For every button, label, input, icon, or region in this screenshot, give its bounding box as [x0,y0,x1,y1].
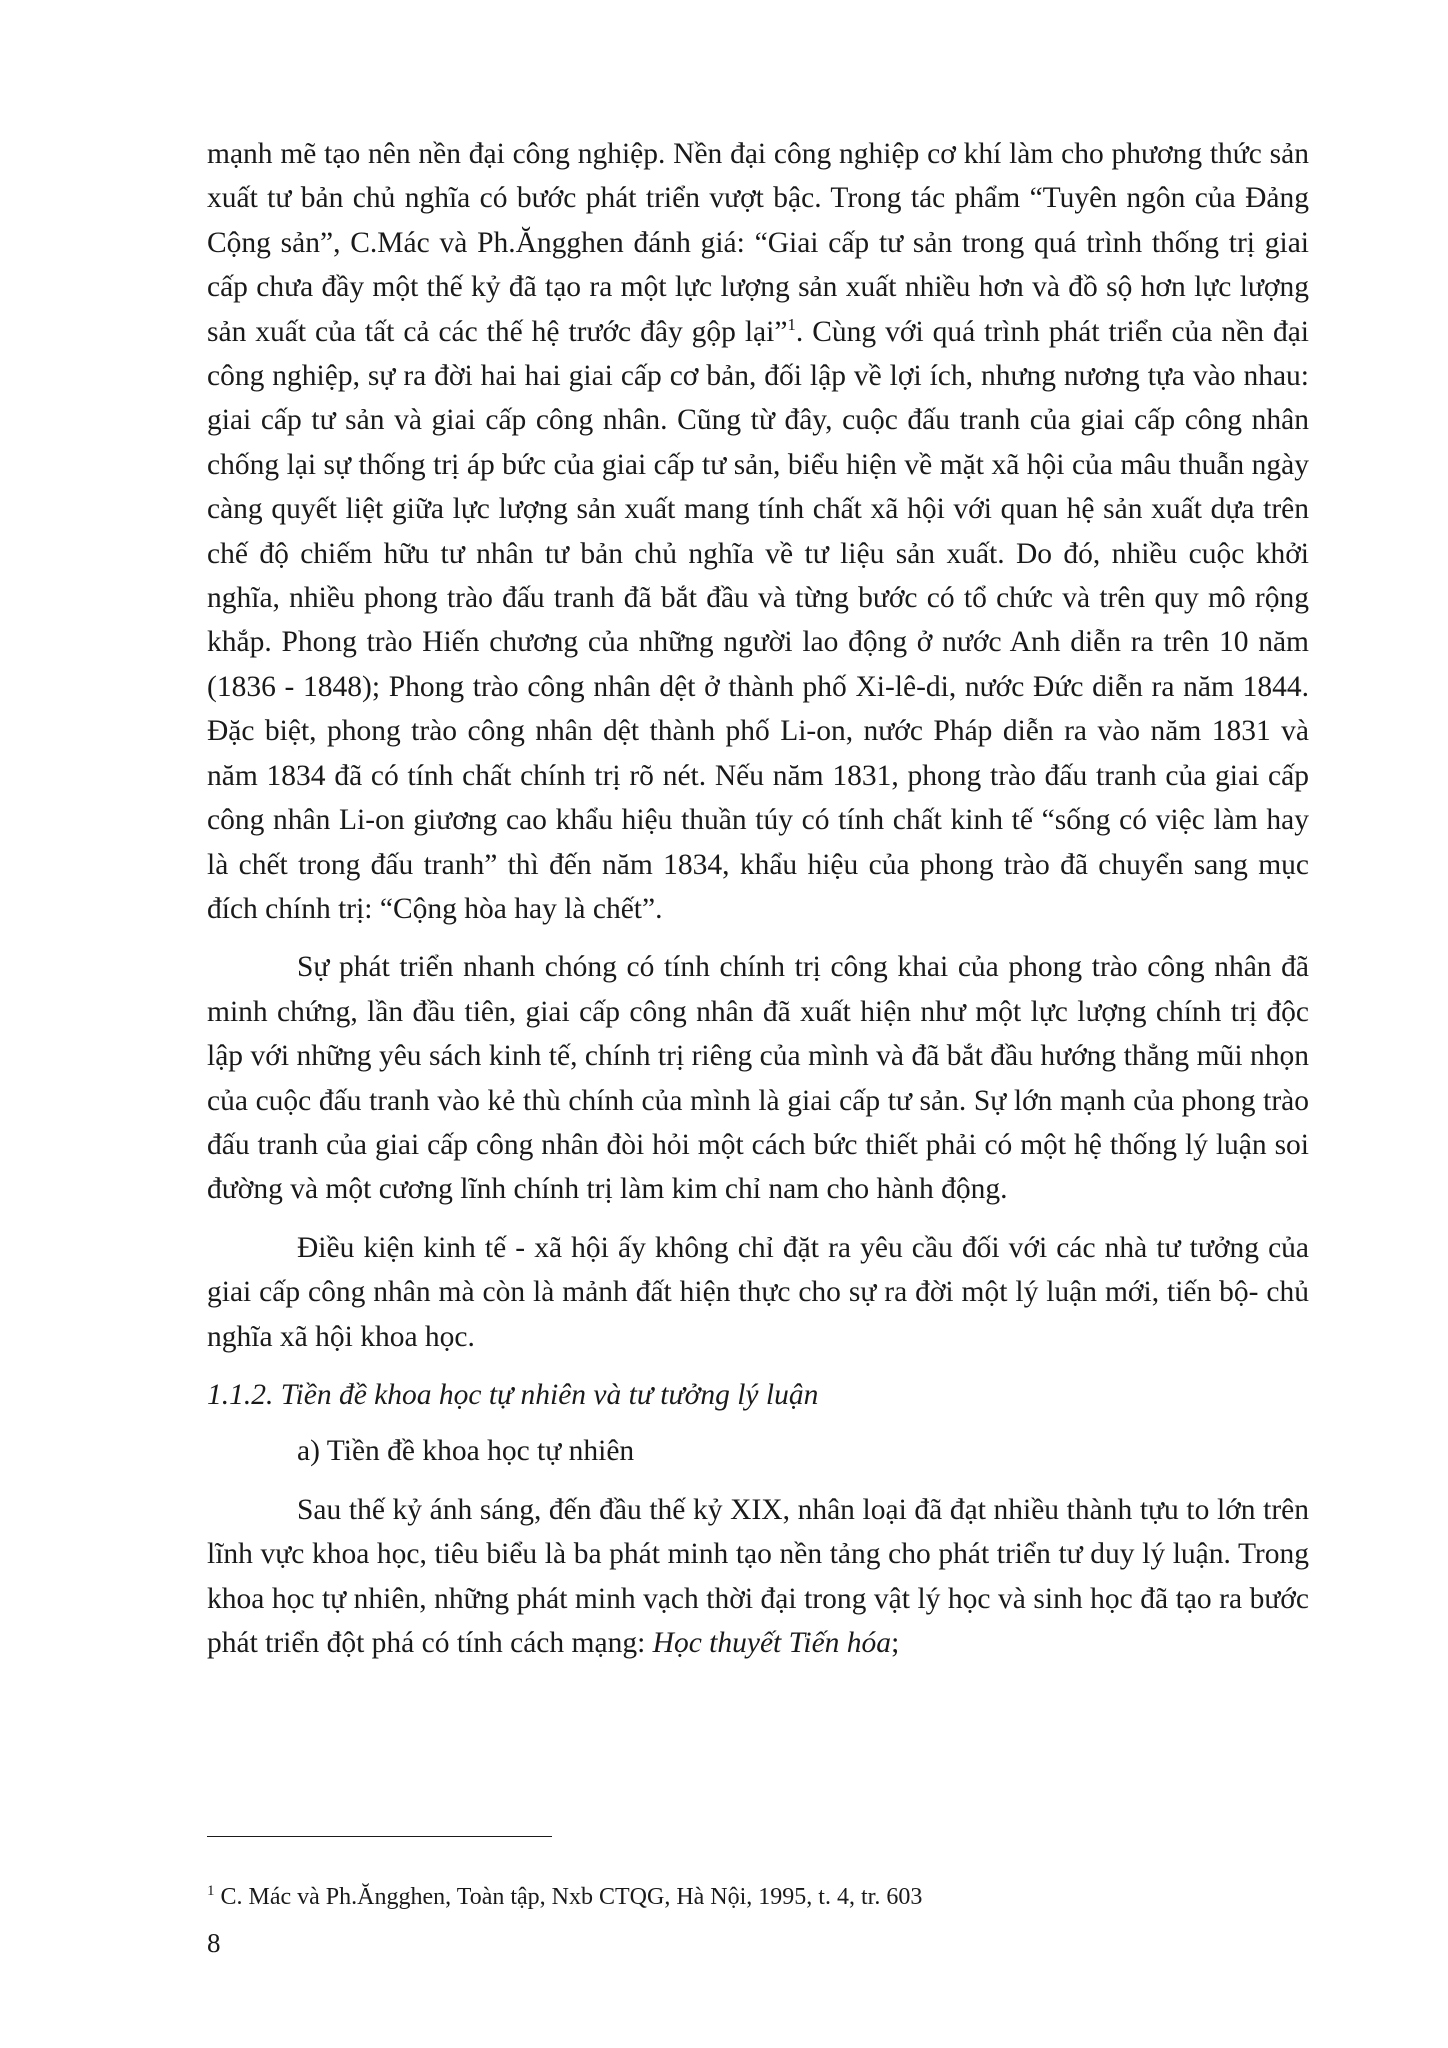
paragraph-socioeconomic-conditions: Điều kiện kinh tế - xã hội ấy không chỉ đặt ra yêu cầu đối với các nhà tư tưởng của giai cấp công nhân mà còn là mảnh đất hiện thực cho sự ra đời một lý luận mới, tiến bộ- chủ nghĩa xã hội khoa học. [207,1231,1309,1353]
paragraph-natural-science [207,1488,1309,1666]
page-number: 8 [207,1928,221,1958]
footnote-text: C. Mác và Ph.Ăngghen, Toàn tập, Nxb CTQG, Hà Nội, 1995, t. 4, tr. 603 [214,1884,923,1910]
section-heading: 1.1.2. Tiền đề khoa học tự nhiên và tư tưởng lý luận [207,1378,819,1411]
paragraph-text: mạnh mẽ tạo nên nền đại công nghiệp. Nền đại công nghiệp cơ khí làm cho phương thức sản xuất tư bản chủ nghĩa có bước phát triển vượt bậc. Trong tác phẩm “Tuyên ngôn của Đảng Cộng sản”, C.Mác và Ph.Ăngghen đánh giá: “Giai cấp tư sản trong quá trình thống trị giai cấp chưa đầy một thế kỷ đã tạo ra một lực lượng sản xuất nhiều hơn và đồ sộ hơn lực lượng sản xuất của tất cả các thế hệ trước đây gộp lại” [207,138,1309,348]
paragraph-political-movement: Sự phát triển nhanh chóng có tính chính trị công khai của phong trào công nhân đã minh chứng, lần đầu tiên, giai cấp công nhân đã xuất hiện như một lực lượng chính trị độc lập với những yêu sách kinh tế, chính trị riêng của mình và đã bắt đầu hướng thẳng mũi nhọn của cuộc đấu tranh vào kẻ thù chính của mình là giai cấp tư sản. Sự lớn mạnh của phong trào đấu tranh của giai cấp công nhân đòi hỏi một cách bức thiết phải có một hệ thống lý luận soi đường và một cương lĩnh chính trị làm kim chỉ nam cho hành động. [207,951,1309,1206]
footnote-divider [207,1836,552,1837]
paragraph-text: Sau thế kỷ ánh sáng, đến đầu thế kỷ XIX, nhân loại đã đạt nhiều thành tựu to lớn trên lĩnh vực khoa học, tiêu biểu là ba phát minh tạo nền tảng cho phát triển tư duy lý luận. Trong khoa học tự nhiên, những phát minh vạch thời đại trong vật lý học và sinh học đã tạo ra bước phát triển đột phá có tính cách mạng: [207,1493,1309,1659]
paragraph-industrial-revolution [207,132,1309,931]
sub-heading: a) Tiền đề khoa học tự nhiên [297,1435,635,1468]
emphasized-term: Học thuyết Tiến hóa [652,1627,892,1659]
footnote [207,1882,1307,1912]
paragraph-text: ; [891,1627,900,1659]
body-text [207,132,1309,1665]
footnote-reference[interactable]: 1 [787,314,796,334]
footnote-marker: 1 [207,1883,215,1899]
paragraph-text: . Cùng với quá trình phát triển của nền đại công nghiệp, sự ra đời hai hai giai cấp cơ bản, đối lập về lợi ích, nhưng nương tựa vào nhau: giai cấp tư sản và giai cấp công nhân. Cũng từ đây, cuộc đấu tranh của giai cấp công nhân chống lại sự thống trị áp bức của giai cấp tư sản, biểu hiện về mặt xã hội của mâu thuẫn ngày càng quyết liệt giữa lực lượng sản xuất mang tính chất xã hội với quan hệ sản xuất dựa trên chế độ chiếm hữu tư nhân tư bản chủ nghĩa về tư liệu sản xuất. Do đó, nhiều cuộc khởi nghĩa, nhiều phong trào đấu tranh đã bắt đầu và từng bước có tổ chức và trên quy mô rộng khắp. Phong trào Hiến chương của những người lao động ở nước Anh diễn ra trên 10 năm (1836 - 1848); Phong trào công nhân dệt ở thành phố Xi-lê-di, nước Đức diễn ra năm 1844. Đặc biệt, phong trào công nhân dệt thành phố Li-on, nước Pháp diễn ra vào năm 1831 và năm 1834 đã có tính chất chính trị rõ nét. Nếu năm 1831, phong trào đấu tranh của giai cấp công nhân Li-on giương cao khẩu hiệu thuần túy có tính chất kinh tế “sống có việc làm hay là chết trong đấu tranh” thì đến năm 1834, khẩu hiệu của phong trào đã chuyển sang mục đích chính trị: “Cộng hòa hay là chết”. [207,315,1310,925]
